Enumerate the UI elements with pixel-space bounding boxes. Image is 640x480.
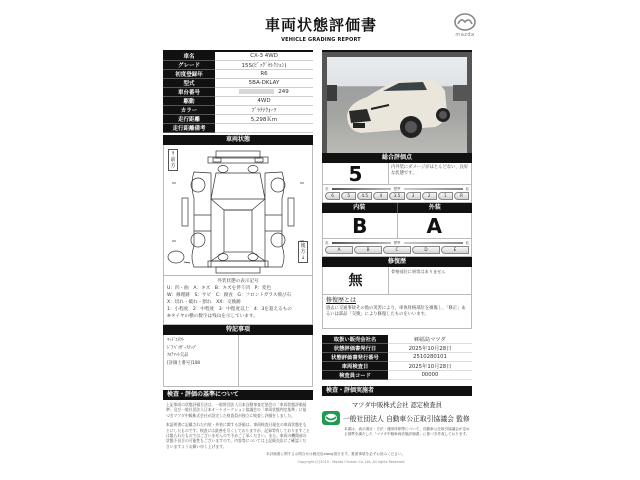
scale-pill: R	[454, 192, 469, 200]
fair-trade-council-logo-icon	[322, 411, 340, 425]
spec-label: 駆動	[163, 97, 215, 106]
scale-gradient	[332, 188, 391, 190]
info-row	[322, 335, 472, 344]
footer-note: 本評価書に関するお問合せは販売店along頂きます。裏面事項を必ずお読みください。	[266, 452, 406, 456]
scale-standard-label: 標準	[393, 186, 401, 191]
scale-pill: B	[354, 246, 382, 254]
info-label: 状態評価書発行日	[322, 344, 388, 353]
note-item: [評価士番号]108	[167, 360, 201, 366]
grade-scale	[322, 239, 472, 257]
scale-labels	[325, 187, 469, 191]
note-item: ﾌﾛｱﾏｯﾄ欠品	[167, 353, 189, 358]
repair-history-description: 骨格部位に異常はありません	[391, 269, 446, 274]
notes-header: 特記事項	[163, 325, 313, 335]
scale-pill: 4.5	[357, 192, 372, 200]
repair-history-panel	[322, 267, 472, 295]
report-header	[168, 14, 474, 43]
spec-value: CX-3 4WD	[215, 52, 313, 61]
note-item: ﾄﾞｱﾊﾞｲｻﾞｰｽﾃｯﾌﾟ	[167, 345, 198, 351]
spec-label: 車名	[163, 52, 215, 61]
spec-value: 4WD	[215, 97, 313, 106]
scale-labels	[325, 241, 469, 245]
info-row	[322, 371, 472, 380]
info-row	[322, 353, 472, 362]
info-row	[322, 362, 472, 371]
spec-label: グレード	[163, 61, 215, 70]
note-item: ﾏｯﾄﾞｴﾈｸﾄ	[167, 338, 185, 343]
grade-headers	[322, 203, 472, 213]
spec-row	[163, 70, 313, 79]
mazda-emblem-icon	[454, 13, 476, 31]
spec-row	[163, 61, 313, 70]
exterior-header: 外装	[397, 203, 473, 213]
legend-line: 1：小程度 2：中程度 3：中程度以上 4：3を超えるもの	[167, 307, 292, 312]
front-direction-label: ↑前方	[168, 149, 178, 171]
info-value: ㈱福島マツダ	[388, 335, 472, 344]
legend-line: U：凹・曲 A：キズ B：キズを伴う凹 P：変色	[167, 286, 272, 291]
interior-grade: B	[352, 214, 368, 238]
scale-pill: 2	[422, 192, 437, 200]
mazda-wordmark: mazda	[455, 32, 475, 38]
basis-paragraph: 本証明書に記載された内装・外装に関する評価は、車両検査日現在の車両状態をもとにしたものです。検査には最善を尽くしておりますが、記録等有しておりますことは限られたものではございませんので予めご了承ください。また、車両の機関部の状態不具合の可能性もございますので、内容等については上記販売店にご確認くださいますようお願い申し上げます。	[166, 422, 310, 449]
overall-score-description: 内外装にダメージがほとんどない、良好な状態です。	[391, 165, 469, 176]
scale-pill: E	[441, 246, 469, 254]
legend-line: ※タイヤの横の数字は残山を示しています。	[167, 314, 258, 319]
inspection-association	[322, 411, 472, 425]
spec-row	[163, 97, 313, 106]
spec-row	[163, 124, 313, 133]
spec-row	[163, 106, 313, 115]
spec-row	[163, 52, 313, 61]
report-subtitle: VEHICLE GRADING REPORT	[281, 37, 361, 43]
association-name: 一般社団法人 自動車公正取引協議会 監修	[343, 415, 470, 424]
vehicle-photo	[327, 57, 467, 153]
overall-score-scale	[322, 185, 472, 203]
legend-line: X：切れ・破れ・割れ XX：交換跡	[167, 300, 241, 305]
masked-chassis-number	[239, 89, 274, 94]
overall-score-panel	[322, 163, 472, 185]
spec-label: 型式	[163, 79, 215, 88]
scale-pill: D	[412, 246, 440, 254]
exterior-grade: A	[397, 213, 472, 238]
scale-pill: 3	[406, 192, 421, 200]
info-value: 2025年10月28日	[388, 362, 472, 371]
spec-label: カラー	[163, 106, 215, 115]
spec-value	[215, 124, 313, 133]
info-row	[322, 344, 472, 353]
scale-pill: 4	[373, 192, 388, 200]
repair-definition-text: 過去に交通事故その他の災害により、車体骨格部位を損傷し、「修正」あるいは部品「交換」により修復したものをいいます。	[326, 306, 466, 317]
info-label: 取扱い販売会社名	[322, 335, 388, 344]
grade-values	[322, 213, 472, 239]
spec-row	[163, 115, 313, 124]
chassis-number-suffix: 249	[278, 89, 289, 95]
inspection-note: 本書は、表示項目・方法・運用体制等について、自動車公正取引協議会が定める基準を満たした「マツダ中販車両状態評価書」に基づき作成しております。	[344, 427, 470, 437]
scale-gradient	[404, 188, 463, 190]
scale-pill: C	[383, 246, 411, 254]
condition-header: 車両状態	[163, 135, 313, 145]
scale-pill: 6	[325, 192, 340, 200]
scale-standard-label: 標準	[393, 240, 401, 245]
vehicle-condition-diagram	[163, 145, 313, 276]
score-scale-pills	[325, 192, 469, 200]
overall-score-value: 5	[323, 163, 389, 184]
car-outline-icon	[164, 145, 312, 274]
vehicle-photo-frame	[322, 52, 472, 153]
scale-pill: 5	[341, 192, 356, 200]
spec-label: 車台番号	[163, 88, 215, 97]
scale-pill: 3.5	[389, 192, 404, 200]
car-photo-icon	[327, 57, 467, 153]
copyright: Copyright (C)2019 - Mazda Chuhan Co. Ltd. All rights Reserved	[297, 460, 405, 464]
notes-empty-column	[238, 335, 313, 386]
spec-row	[163, 88, 313, 97]
spec-value: 5BA-DKLAY	[215, 79, 313, 88]
basis-text	[163, 400, 313, 456]
repair-definition-title: 修復歴とは	[326, 297, 357, 304]
scale-gradient	[332, 242, 391, 244]
scale-high-label: 高	[325, 186, 329, 191]
scale-pill: A	[325, 246, 353, 254]
legend-panel	[163, 276, 313, 325]
scale-low-label: 低	[465, 186, 469, 191]
info-label: 状態評価書発行番号	[322, 353, 388, 362]
spec-value	[215, 88, 313, 97]
spec-value: 5,298Ｋm	[215, 115, 313, 124]
spec-row	[163, 79, 313, 88]
repair-history-header: 修復歴	[322, 257, 472, 267]
inspection-header: 検査・評価実施者	[322, 386, 472, 396]
left-column	[163, 50, 313, 456]
spec-label: 初度登録年	[163, 70, 215, 79]
notes-list	[164, 335, 238, 386]
scale-high-label: 高	[325, 240, 329, 245]
inspection-company: マツダ中販株式会社 認定検査員	[352, 402, 442, 410]
interior-header: 内装	[322, 203, 397, 213]
report-title: 車両状態評価書	[264, 16, 377, 34]
repair-history-value: 無	[323, 267, 389, 294]
repair-definition	[322, 295, 472, 329]
scale-low-label: 低	[465, 240, 469, 245]
spec-value: ﾌﾟﾗﾁﾅｸｫｰﾂ	[215, 106, 313, 115]
grading-report	[168, 0, 474, 480]
spec-label: 走行距離備考	[163, 124, 215, 133]
info-value: 2025年10月28日	[388, 344, 472, 353]
rear-direction-label: 後方↓	[298, 241, 308, 263]
info-label: 車両検査日	[322, 362, 388, 371]
vehicle-spec-table	[163, 52, 313, 133]
mazda-logo	[450, 13, 480, 38]
right-column	[322, 50, 472, 437]
basis-header: 検査・評価の基準について	[163, 390, 313, 400]
notes-panel	[163, 335, 313, 387]
scale-gradient	[404, 242, 463, 244]
spec-value: R6	[215, 70, 313, 79]
info-value: 2510280101	[388, 353, 472, 362]
legend-title: 外装状態の表示記号	[217, 279, 259, 284]
scale-pill: 1	[438, 192, 453, 200]
grade-scale-pills	[325, 246, 469, 254]
info-value: 00000	[388, 371, 472, 380]
spec-value: 15S(ﾋﾞｯｸﾞｾﾚｸｼｮﾝ)	[215, 61, 313, 70]
basis-paragraph: 上記車両の状態評価方法は、一般財団法人日本自動車査定協会の「車両状態評価基準」及び一般社団法人日本オートオークション協議会の「車両状態判定基準」に基づきマツダ中販株式会社が設定した検査員が独立に検査し評価をしました。	[166, 402, 307, 418]
info-label: 検査員コード	[322, 371, 388, 380]
legend-line: W：修理跡 S：サビ C：腐食 G：フロントガラス飛び石	[167, 293, 292, 298]
issuance-table	[322, 335, 472, 380]
spec-label: 走行距離	[163, 115, 215, 124]
overall-score-header: 総合評価点	[322, 153, 472, 163]
